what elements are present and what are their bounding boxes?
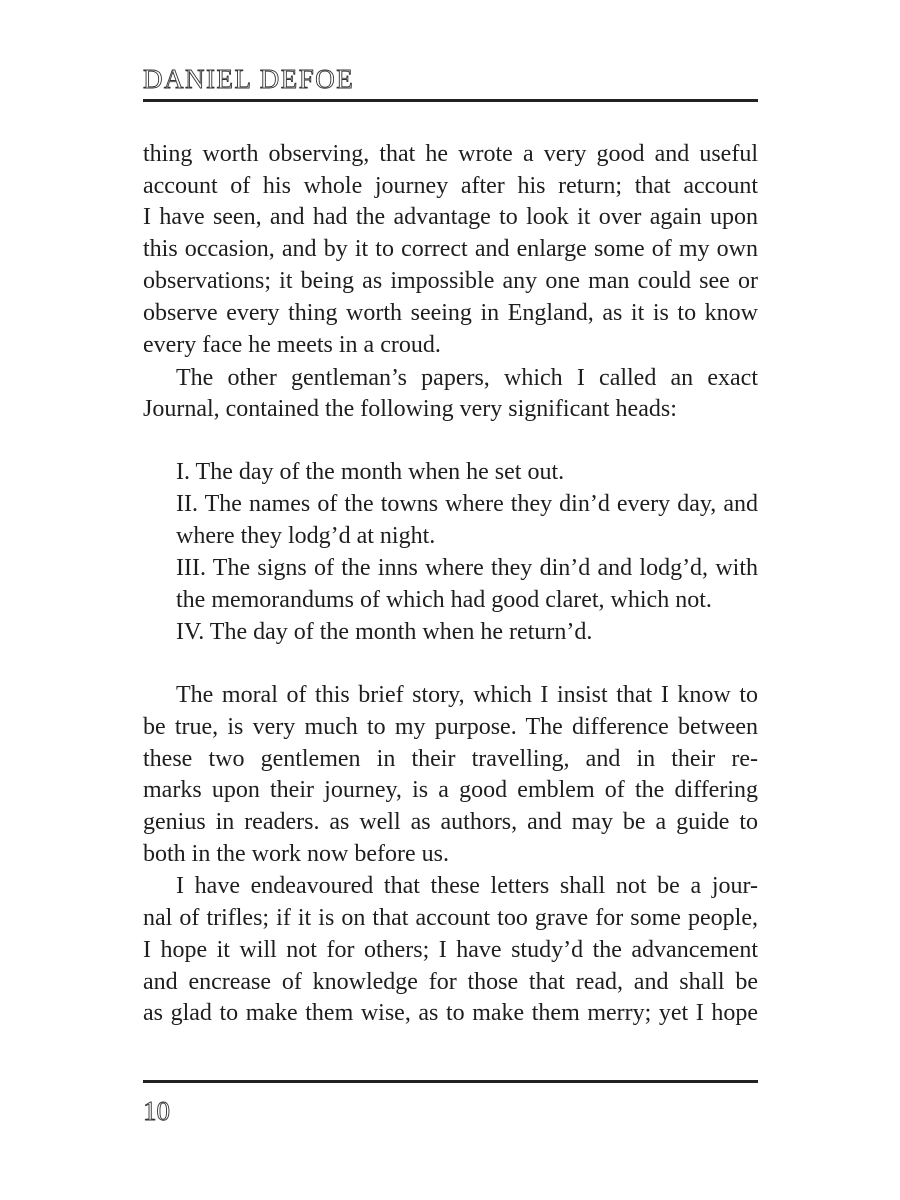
page-number: 10 <box>143 1096 170 1126</box>
header-rule <box>143 99 758 102</box>
text-line: observe every thing worth seeing in England, as it is to know <box>143 300 758 326</box>
text-line: I have endeavoured that these letters shall not be a jour- <box>176 873 758 899</box>
text-line: I hope it will not for others; I have study’d the advancement <box>143 937 758 963</box>
text-line: both in the work now before us. <box>143 841 449 867</box>
text-line: and encrease of knowledge for those that read, and shall be <box>143 969 758 995</box>
text-line: The other gentleman’s papers, which I called an exact <box>176 365 758 391</box>
text-line: this occasion, and by it to correct and enlarge some of my own <box>143 236 758 262</box>
text-line: nal of trifles; if it is on that account too grave for some people, <box>143 905 758 931</box>
text-line: marks upon their journey, is a good emblem of the differing <box>143 777 758 803</box>
list-line: where they lodg’d at night. <box>176 523 436 549</box>
text-line: thing worth observing, that he wrote a very good and useful <box>143 141 758 167</box>
list-line: IV. The day of the month when he return’d. <box>176 619 593 645</box>
text-line: account of his whole journey after his return; that account <box>143 173 758 199</box>
text-line: genius in readers. as well as authors, and may be a guide to <box>143 809 758 835</box>
text-line: as glad to make them wise, as to make them merry; yet I hope <box>143 1000 758 1026</box>
text-line: observations; it being as impossible any one man could see or <box>143 268 758 294</box>
list-line: the memorandums of which had good claret, which not. <box>176 587 712 613</box>
list-line: III. The signs of the inns where they din’d and lodg’d, with <box>176 555 758 581</box>
text-line: Journal, contained the following very significant heads: <box>143 396 677 422</box>
text-line: I have seen, and had the advantage to look it over again upon <box>143 204 758 230</box>
text-line: these two gentlemen in their travelling, and in their re- <box>143 746 758 772</box>
list-line: I. The day of the month when he set out. <box>176 459 565 485</box>
running-head: DANIEL DEFOE <box>143 64 355 94</box>
footer-rule <box>143 1080 758 1083</box>
text-line: every face he meets in a croud. <box>143 332 441 358</box>
list-line: II. The names of the towns where they din’d every day, and <box>176 491 758 517</box>
text-line: be true, is very much to my purpose. The difference between <box>143 714 758 740</box>
text-line: The moral of this brief story, which I insist that I know to <box>176 682 758 708</box>
